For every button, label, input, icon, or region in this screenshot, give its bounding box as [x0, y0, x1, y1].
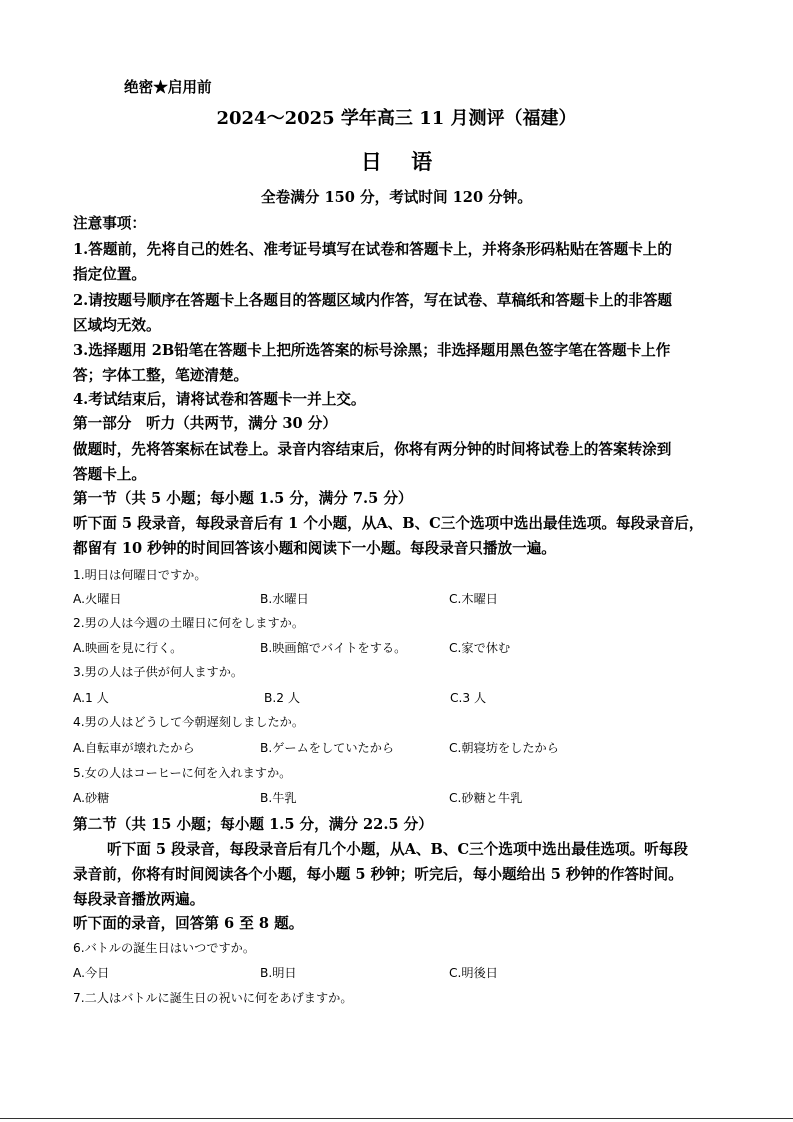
- section1-intro-line1: 听下面 5 段录音，每段录音后有 1 个小题，从A、B、C三个选项中选出最佳选项。每段录音后，: [73, 515, 704, 532]
- q1-option-c: C.木曜日: [449, 592, 498, 606]
- q5-option-b: B.牛乳: [260, 791, 297, 805]
- question-7: 7.二人はバトルに誕生日の祝いに何をあげますか。: [73, 991, 353, 1005]
- q4-option-b: B.ゲームをしていたから: [260, 741, 395, 755]
- q3-option-c: C.3 人: [450, 691, 487, 705]
- note-3-line2: 答；字体工整，笔迹清楚。: [73, 367, 249, 384]
- section1-heading: 第一节（共 5 小题；每小题 1.5 分，满分 7.5 分）: [73, 490, 413, 507]
- question-1: 1.明日は何曜日ですか。: [73, 568, 207, 582]
- q5-option-a: A.砂糖: [73, 791, 110, 805]
- section2-heading: 第二节（共 15 小题；每小题 1.5 分，满分 22.5 分）: [73, 816, 433, 833]
- page-bottom-rule: [0, 1118, 793, 1119]
- q4-option-a: A.自転車が壊れたから: [73, 741, 195, 755]
- q3-option-b: B.2 人: [264, 691, 301, 705]
- question-4: 4.男の人はどうして今朝遅刻しましたか。: [73, 715, 305, 729]
- question-5: 5.女の人はコーヒーに何を入れますか。: [73, 766, 292, 780]
- part1-intro-line2: 答题卡上。: [73, 466, 146, 483]
- question-3: 3.男の人は子供が何人ますか。: [73, 665, 244, 679]
- q1-option-a: A.火曜日: [73, 592, 122, 606]
- q6-option-a: A.今日: [73, 966, 110, 980]
- q1-option-b: B.水曜日: [260, 592, 309, 606]
- note-4: 4.考试结束后，请将试卷和答题卡一并上交。: [73, 391, 366, 408]
- section2-intro-line2: 录音前，你将有时间阅读各个小题，每小题 5 秒钟；听完后，每小题给出 5 秒钟的作答时间。: [73, 866, 683, 883]
- score-info: 全卷满分 150 分，考试时间 120 分钟。: [261, 189, 532, 206]
- subject-title: 日 语: [360, 149, 433, 174]
- note-1-line2: 指定位置。: [73, 266, 146, 283]
- part1-intro-line1: 做题时，先将答案标在试卷上。录音内容结束后，你将有两分钟的时间将试卷上的答案转涂到: [73, 441, 672, 458]
- section1-intro-line2: 都留有 10 秒钟的时间回答该小题和阅读下一小题。每段录音只播放一遍。: [73, 540, 556, 557]
- q2-option-b: B.映画館でバイトをする。: [260, 641, 407, 655]
- q3-option-a: A.1 人: [73, 691, 109, 705]
- exam-title: 2024～2025 学年高三 11 月测评（福建）: [216, 108, 577, 129]
- q6-option-b: B.明日: [260, 966, 297, 980]
- part1-heading: 第一部分 听力（共两节，满分 30 分）: [73, 415, 337, 432]
- listen-instruction: 听下面的录音，回答第 6 至 8 题。: [73, 915, 304, 932]
- note-2-line1: 2.请按题号顺序在答题卡上各题目的答题区域内作答，写在试卷、草稿纸和答题卡上的非答题: [73, 292, 672, 309]
- note-3-line1: 3.选择题用 2B铅笔在答题卡上把所选答案的标号涂黑；非选择题用黑色签字笔在答题卡上作: [73, 342, 671, 359]
- q2-option-c: C.家で休む: [449, 641, 511, 655]
- note-2-line2: 区域均无效。: [73, 317, 161, 334]
- section2-intro-line3: 每段录音播放两遍。: [73, 891, 205, 908]
- confidential-mark: 绝密★启用前: [124, 79, 212, 96]
- note-1-line1: 1.答题前，先将自己的姓名、准考证号填写在试卷和答题卡上，并将条形码粘贴在答题卡上的: [73, 241, 672, 258]
- q2-option-a: A.映画を見に行く。: [73, 641, 183, 655]
- notes-heading: 注意事项：: [73, 215, 146, 232]
- question-6: 6.バトルの誕生日はいつですか。: [73, 941, 256, 955]
- q6-option-c: C.明後日: [449, 966, 498, 980]
- section2-intro-line1: 听下面 5 段录音，每段录音后有几个小题，从A、B、C三个选项中选出最佳选项。听每段: [107, 841, 688, 858]
- question-2: 2.男の人は今週の土曜日に何をしますか。: [73, 616, 305, 630]
- q4-option-c: C.朝寝坊をしたから: [449, 741, 559, 755]
- q5-option-c: C.砂糖と牛乳: [449, 791, 523, 805]
